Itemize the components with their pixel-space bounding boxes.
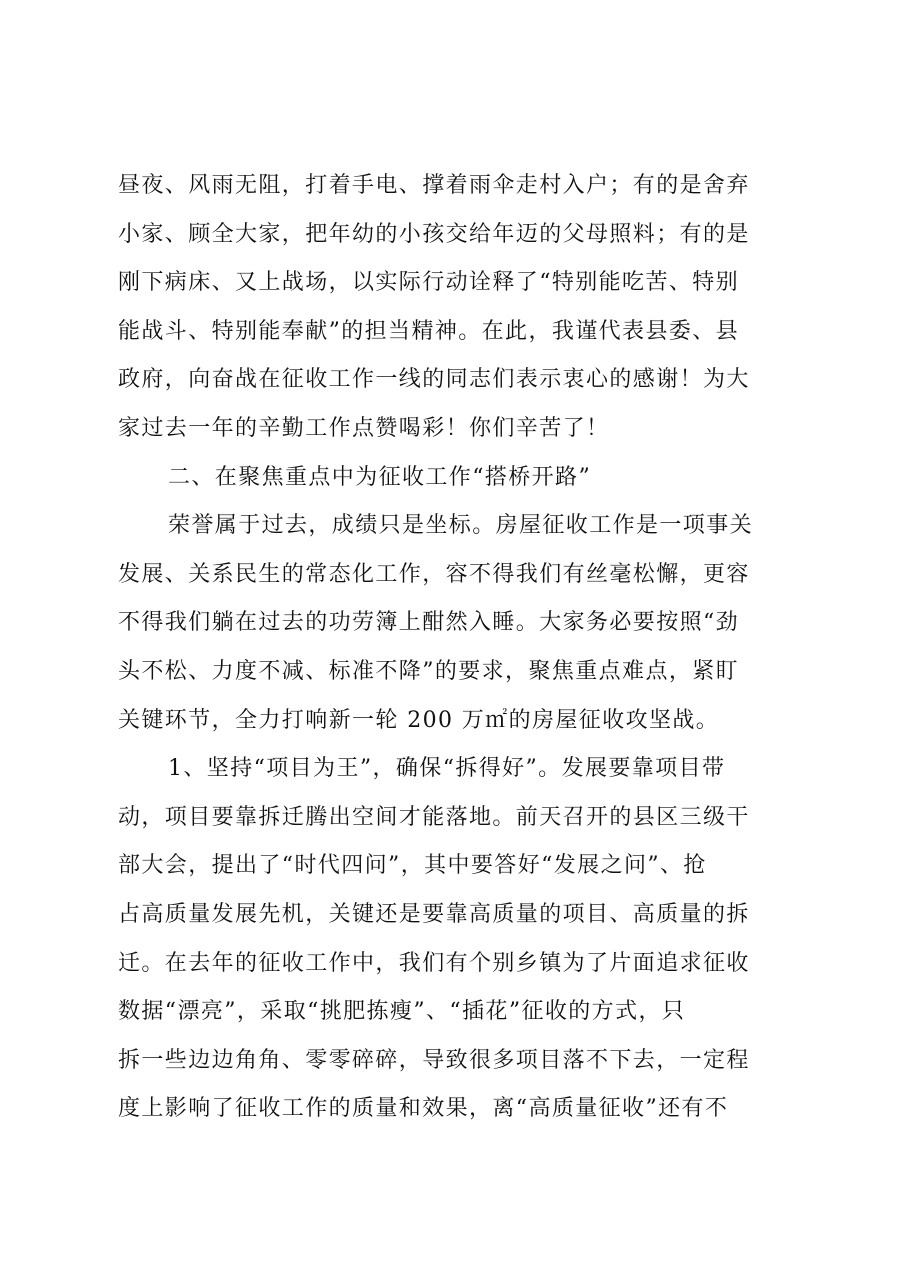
text-line: 刚下病床、又上战场，以实际行动诠释了“特别能吃苦、特别 [118, 270, 740, 296]
text-line: 迁。在去年的征收工作中，我们有个别乡镇为了片面追求征收 [118, 950, 750, 976]
text-line: 小家、顾全大家，把年幼的小孩交给年迈的父母照料；有的是 [118, 221, 750, 247]
text-line: 关键环节，全力打响新一轮 200 万㎡的房屋征收攻坚战。 [118, 707, 720, 733]
text-line: 政府，向奋战在征收工作一线的同志们表示衷心的感谢！为大 [118, 367, 750, 393]
text-line: 头不松、力度不减、标准不降”的要求，聚焦重点难点，紧盯 [118, 658, 740, 684]
text-line: 数据“漂亮”，采取“挑肥拣瘦”、“插花”征收的方式，只 [118, 999, 686, 1025]
text-line: 拆一些边边角角、零零碎碎，导致很多项目落不下去，一定程 [118, 1047, 750, 1073]
text-line: 家过去一年的辛勤工作点赞喝彩！你们辛苦了！ [118, 415, 610, 441]
text-line: 荣誉属于过去，成绩只是坐标。房屋征收工作是一项事关 [168, 513, 754, 539]
text-line: 不得我们躺在过去的功劳簿上酣然入睡。大家务必要按照“劲 [118, 610, 740, 636]
text-line: 能战斗、特别能奉献”的担当精神。在此，我谨代表县委、县 [118, 318, 740, 344]
text-line: 部大会，提出了“时代四问”，其中要答好“发展之问”、抢 [118, 853, 707, 879]
section-heading: 二、在聚焦重点中为征收工作“搭桥开路” [168, 464, 592, 490]
text-line: 度上影响了征收工作的质量和效果，离“高质量征收”还有不 [118, 1096, 729, 1122]
text-line: 1、坚持“项目为王”，确保“拆得好”。发展要靠项目带 [168, 756, 726, 782]
text-line: 动，项目要靠拆迁腾出空间才能落地。前天召开的县区三级干 [118, 804, 750, 830]
text-line: 发展、关系民生的常态化工作，容不得我们有丝毫松懈，更容 [118, 561, 750, 587]
text-line: 昼夜、风雨无阻，打着手电、撑着雨伞走村入户；有的是舍弃 [118, 173, 750, 198]
body-text [118, 162, 798, 1134]
text-line: 占高质量发展先机，关键还是要靠高质量的项目、高质量的拆 [118, 901, 750, 927]
